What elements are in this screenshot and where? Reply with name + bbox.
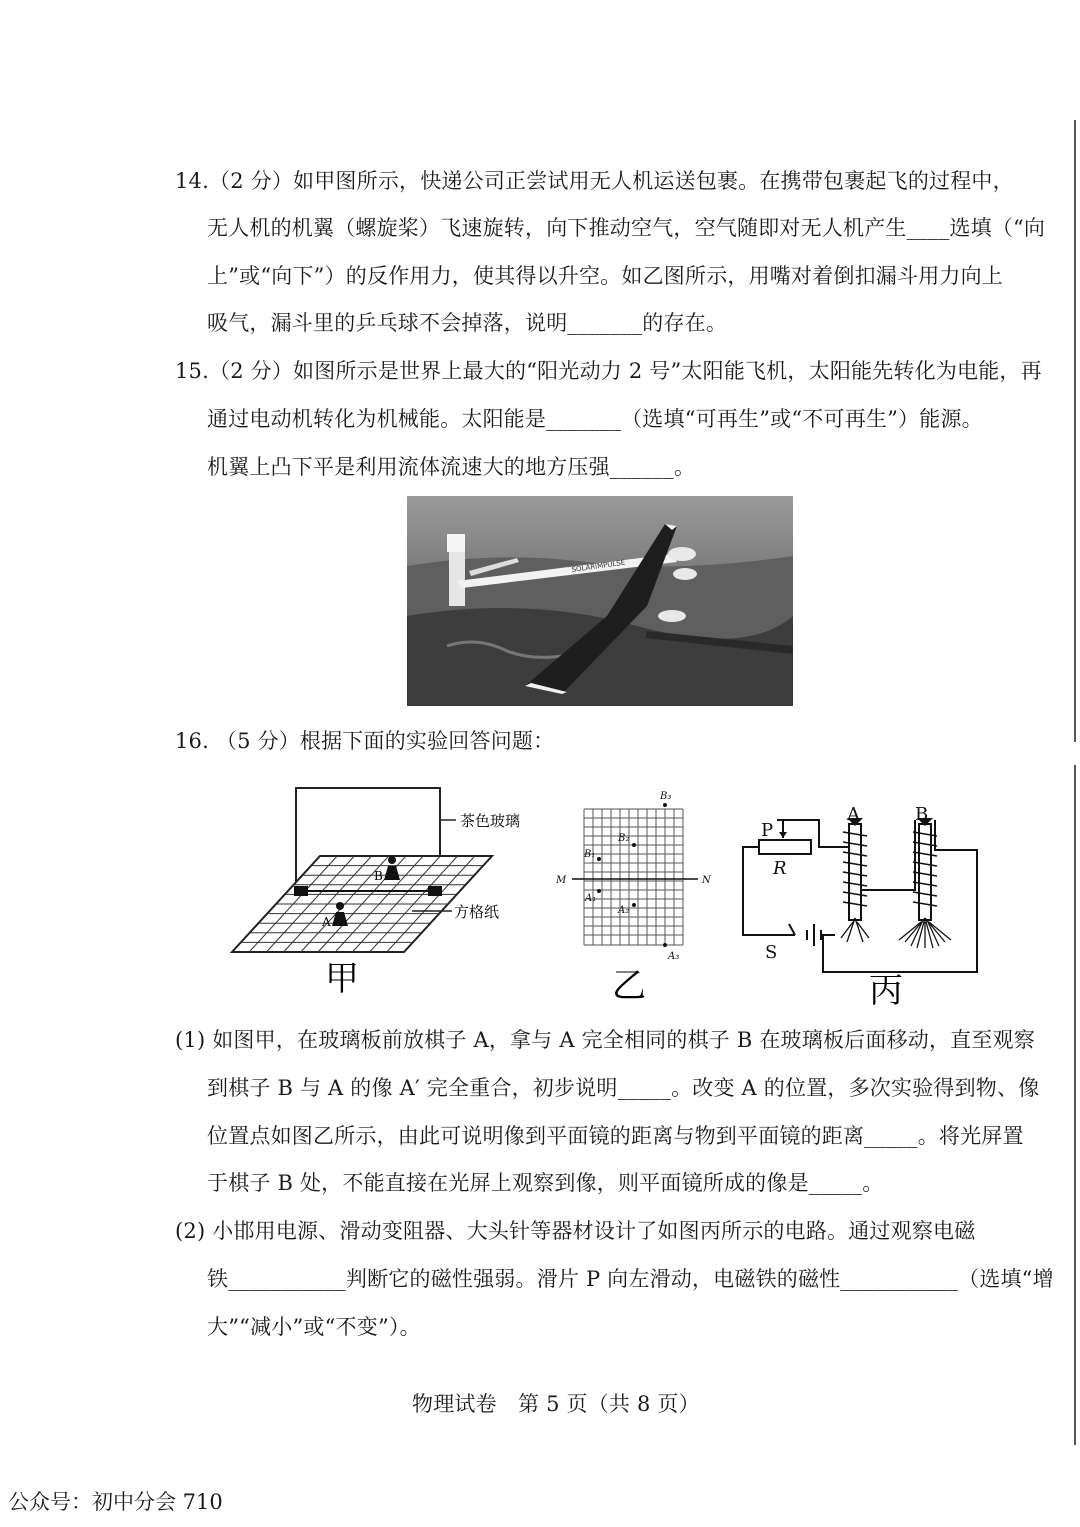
label-m: M (556, 875, 567, 886)
q16-intro: 16. （5 分）根据下面的实验回答问题： (175, 729, 555, 753)
figure-yi-caption: 乙 (612, 966, 646, 1005)
q16-part2-line-3: 大”“减小”或“不变”）。 (207, 1315, 421, 1339)
label-r: R (773, 858, 787, 879)
page-edge-rule (1074, 120, 1076, 742)
figure-bing-electromagnet-circuit (735, 800, 995, 1010)
label-grid-paper: 方格纸 (454, 903, 500, 921)
q16-part1-line-2: 到棋子 B 与 A 的像 A′ 完全重合，初步说明_____。改变 A 的位置，多次实验得到物、像 (207, 1076, 1040, 1100)
figure-jia-mirror-setup (230, 780, 540, 1000)
q15-line-2: 通过电动机转化为机械能。太阳能是_______（选填“可再生”或“不可再生”）能源。 (207, 407, 983, 431)
q16-part2-line-1: (2) 小邯用电源、滑动变阻器、大头针等器材设计了如图丙所示的电路。通过观察电磁 (175, 1219, 976, 1243)
q16-part2-line-2: 铁___________判断它的磁性强弱。滑片 P 向左滑动，电磁铁的磁性___________（选填“增 (207, 1267, 1054, 1291)
q14-line-1: 14.（2 分）如甲图所示，快递公司正尝试用无人机运送包裹。在携带包裹起飞的过程中， (175, 169, 1014, 193)
q16-part1-line-1: (1) 如图甲，在玻璃板前放棋子 A，拿与 A 完全相同的棋子 B 在玻璃板后面移动，直至观察 (175, 1028, 1035, 1052)
label-a2: A₂ (618, 905, 630, 916)
label-n: N (702, 875, 711, 886)
label-tea-glass: 茶色玻璃 (460, 812, 521, 830)
q16-part1-line-3: 位置点如图乙所示，由此可说明像到平面镜的距离与物到平面镜的距离_____。将光屏置 (207, 1124, 1024, 1148)
q14-line-2: 无人机的机翼（螺旋桨）飞速旋转，向下推动空气，空气随即对无人机产生____选填（“向 (207, 216, 1046, 240)
page-edge-rule-lower (1074, 765, 1076, 1445)
q15-line-1: 15.（2 分）如图所示是世界上最大的“阳光动力 2 号”太阳能飞机，太阳能先转化为电能，再 (175, 359, 1042, 383)
q14-line-4: 吸气，漏斗里的乒乓球不会掉落，说明_______的存在。 (207, 311, 728, 335)
solar-plane-photo (407, 496, 793, 706)
label-b: B (915, 804, 929, 825)
page-footer: 物理试卷 第 5 页（共 8 页） (412, 1392, 700, 1416)
q16-part1-line-4: 于棋子 B 处，不能直接在光屏上观察到像，则平面镜所成的像是_____。 (207, 1171, 884, 1195)
label-s: S (765, 942, 778, 963)
label-b1: B₁ (584, 849, 596, 860)
q15-line-3: 机翼上凸下平是利用流体流速大的地方压强______。 (207, 455, 696, 479)
label-a: A (847, 804, 860, 825)
label-b3: B₃ (660, 791, 672, 802)
watermark-text: 公众号：初中分会 710 (8, 1490, 223, 1514)
figure-yi-image-points (550, 785, 720, 1005)
label-a3: A₃ (668, 951, 680, 962)
piece-b-label: B (374, 869, 383, 883)
figure-jia-caption: 甲 (325, 959, 359, 999)
plane-text: SOLARIMPULSE (571, 558, 626, 574)
label-p: P (761, 820, 774, 841)
label-b2: B₂ (618, 833, 630, 844)
q14-line-3: 上”或“向下”）的反作用力，使其得以升空。如乙图所示，用嘴对着倒扣漏斗用力向上 (207, 264, 1004, 288)
figure-bing-caption: 丙 (869, 971, 903, 1010)
piece-a-label: A (322, 915, 331, 929)
label-a1: A₁ (585, 893, 597, 904)
